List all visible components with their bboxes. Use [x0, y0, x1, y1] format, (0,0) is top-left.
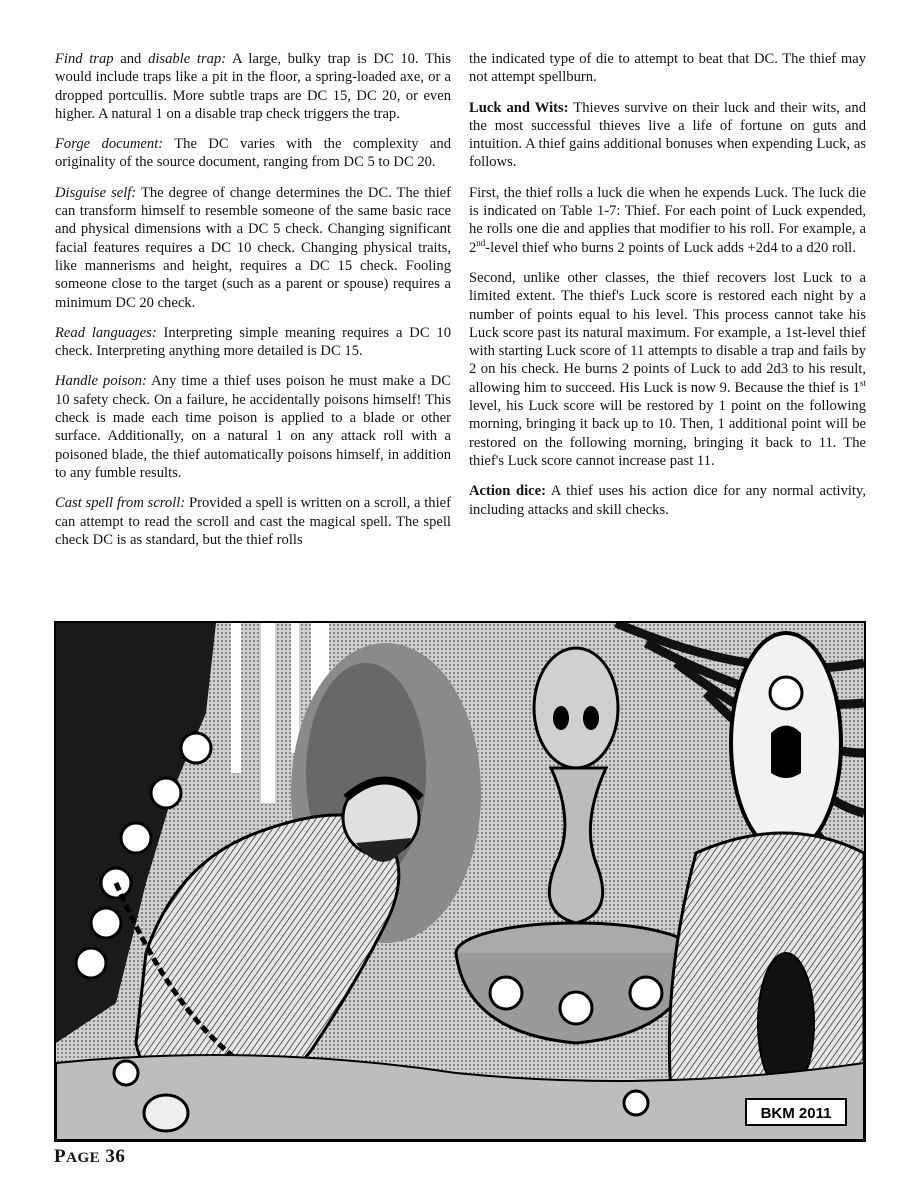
paragraph-find-trap [55, 50, 451, 123]
paragraph-luck-and-wits [469, 99, 866, 172]
paragraph-forge-document [55, 135, 451, 172]
paragraph-handle-poison [55, 372, 451, 482]
lead-find-trap: Find trap [55, 51, 114, 67]
lead-handle-poison: Handle poison: [55, 373, 147, 390]
paragraph-cast-spell [55, 494, 451, 549]
paragraph-action-dice [469, 482, 866, 519]
lead-forge-document: Forge document: [55, 136, 164, 153]
paragraph-read-languages [55, 324, 451, 361]
page-label-rest: AGE [66, 1150, 101, 1166]
body-handle-poison: Any time a thief uses poison he must make a DC 10 safety check. On a failure, he accidentally poisons himself! This check is made each time poison is applied to a blade or other surface. Additionally, on a natural 1 on any attack roll with a poisoned blade, the thief automatically poisons himself, in addition to any fumble results. [55, 373, 451, 481]
body-forge-document: The DC varies with the complexity and originality of the source document, ranging from DC 5 to DC 20. [55, 136, 451, 171]
lead-disable-trap: disable trap: [148, 51, 227, 67]
illustration-thief-in-shrine [54, 621, 866, 1142]
lead-connector: and [113, 51, 149, 67]
body-luck-and-wits: Thieves survive on their luck and their wits, and the most successful thieves live a life of fortune on guts and intuition. A thief gains additional bonuses when expending Luck, as follows. [469, 99, 866, 171]
page-number: 36 [105, 1146, 126, 1167]
lead-cast-spell: Cast spell from scroll: [55, 495, 186, 512]
body-cast-spell: Provided a spell is written on a scroll, a thief can attempt to read the scroll and cast the magical spell. The spell check DC is as standard, but the thief rolls [55, 495, 451, 548]
page-footer [54, 1146, 125, 1168]
body-second-b: level, his Luck score will be restored by 1 point on the following morning, bringing it back up to 10. Then, 1 additional point will be restored on the following morning, bringing it back to 11. The thief's Luck score cannot increase past 11. [469, 398, 866, 469]
paragraph-first [469, 184, 866, 257]
body-find-trap: A large, bulky trap is DC 10. This would include traps like a pit in the floor, a spring-loaded axe, or a dropped portcullis. More subtle traps are DC 15, DC 20, or even higher. A natural 1 on a disable trap check triggers the trap. [55, 51, 452, 122]
paragraph-continuation: the indicated type of die to attempt to beat that DC. The thief may not attempt spellburn. [469, 51, 866, 86]
paragraph-disguise-self [55, 184, 451, 312]
body-first-b: -level thief who burns 2 points of Luck adds +2d4 to a d20 roll. [485, 239, 856, 256]
artist-signature: BKM 2011 [760, 1105, 832, 1122]
left-column [55, 50, 451, 561]
body-second-a: Second, unlike other classes, the thief recovers lost Luck to a limited extent. The thief's Luck score is restored each night by a number of points equal to his level. This process cannot take his Luck score past its natural maximum. For example, a 1st-level thief with starting Luck score of 11 attempts to disable a trap and fails by 2 on his check. He burns 2 points of Luck to add 2d3 to his result, allowing him to succeed. His Luck is now 9. Because the thief is 1 [469, 269, 866, 396]
lead-luck-and-wits: Luck and Wits: [469, 99, 569, 116]
body-disguise-self: The degree of change determines the DC. The thief can transform himself to resemble someone of the same basic race and physical dimensions with a DC 5 check. Changing significant facial features requires a DC 10 check. Changing physical traits, like mannerisms and height, requires a DC 15 check. Fooling someone close to the target (such as a parent or spouse) requires a minimum DC 20 check. [55, 184, 451, 311]
paragraph-second [469, 269, 866, 470]
lead-disguise-self: Disguise self: [55, 184, 137, 201]
lead-action-dice: Action dice: [469, 483, 546, 500]
body-read-languages: Interpreting simple meaning requires a DC 10 check. Interpreting anything more detailed is DC 15. [55, 324, 451, 360]
superscript-st: st [859, 377, 866, 388]
body-action-dice: A thief uses his action dice for any normal activity, including attacks and skill checks. [469, 483, 866, 518]
skull-bottom [144, 1095, 188, 1131]
right-column [469, 50, 866, 531]
lead-read-languages: Read languages: [55, 324, 157, 341]
body-first-a: First, the thief rolls a luck die when he expends Luck. The luck die is indicated on Table 1-7: Thief. For each point of Luck expended, he rolls one die and applies that modifier to his roll. For example, a 2 [469, 184, 866, 256]
illustration-drawing [56, 623, 864, 1140]
page-label-cap: P [54, 1146, 67, 1167]
superscript-nd: nd [476, 237, 486, 248]
